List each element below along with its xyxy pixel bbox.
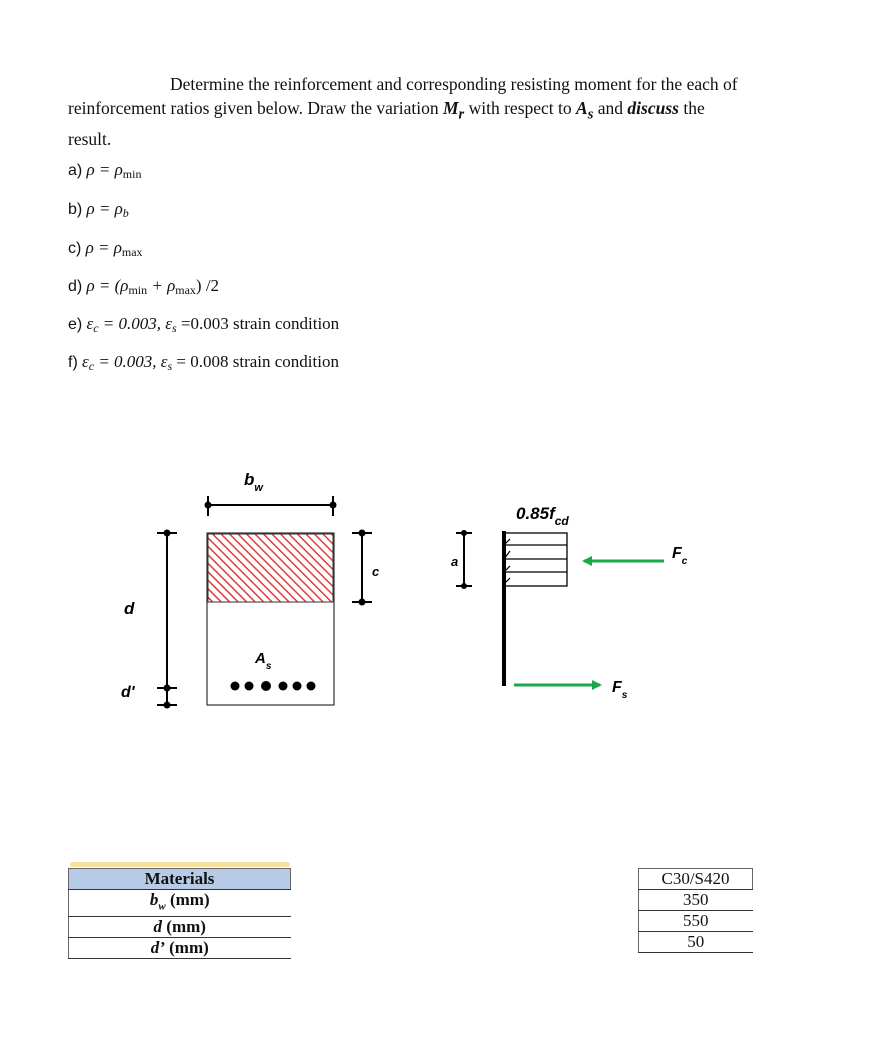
bw-dimension	[205, 496, 337, 516]
a-label: a	[451, 554, 459, 569]
intro-line-3: result.	[68, 128, 112, 149]
compression-zone	[208, 534, 333, 602]
discuss-word: discuss	[627, 98, 679, 118]
table-row: 50	[639, 932, 753, 953]
stress-label: $0.85f_{cd}$	[516, 504, 569, 528]
d-label: d	[124, 599, 135, 618]
as-label: $A_s$	[255, 650, 272, 672]
table-row: $b_w$ (mm)	[69, 890, 291, 917]
intro-line-2d: the	[678, 98, 705, 118]
materials-header: Materials	[69, 869, 291, 890]
table-row: 350	[639, 890, 753, 911]
grade-table	[638, 868, 753, 953]
c-dimension	[352, 530, 372, 606]
intro-line-2a: reinforcement ratios given below. Draw the variation	[68, 98, 443, 118]
list-item: b) $\rho = \rho_b$	[68, 199, 129, 220]
list-item: f) $\varepsilon_c = 0.003$, $\varepsilon_s = 0.008$ strain condition	[68, 352, 339, 373]
list-item: d) $\rho = (\rho_{min} + \rho_{max})$ /2	[68, 276, 220, 297]
table-row: 550	[639, 911, 753, 932]
bw-label: $b_w$	[244, 470, 263, 494]
fc-label: $F_c$	[672, 545, 688, 567]
table-row: d’ (mm)	[69, 938, 291, 959]
mr-sub: r	[458, 106, 465, 123]
problem-statement	[68, 72, 820, 151]
materials-table	[68, 868, 291, 959]
table-row: d (mm)	[69, 917, 291, 938]
list-item: e) $\varepsilon_c = 0.003$, $\varepsilon_s =0.003$ strain condition	[68, 314, 340, 335]
as-sub: s	[587, 106, 594, 123]
beam-section-figure	[0, 440, 895, 740]
intro-line-1: Determine the reinforcement and corresponding resisting moment for the each of	[170, 74, 738, 94]
grade-header: C30/S420	[639, 869, 753, 890]
list-item: c) $\rho = \rho_{max}$	[68, 238, 143, 259]
d-prime-label: d'	[121, 684, 135, 701]
stress-lines	[504, 539, 567, 584]
c-label: c	[372, 564, 380, 579]
a-dimension	[456, 530, 472, 589]
intro-line-2c: and	[593, 98, 628, 118]
fs-label: $F_s$	[612, 679, 628, 701]
intro-line-2b: with respect to	[464, 98, 577, 118]
as-symbol: A	[576, 98, 588, 118]
list-item: a) $\rho = \rho_{min}$	[68, 160, 142, 181]
mr-symbol: M	[442, 98, 459, 118]
highlight-mark	[70, 862, 290, 867]
d-dimension	[157, 530, 177, 709]
